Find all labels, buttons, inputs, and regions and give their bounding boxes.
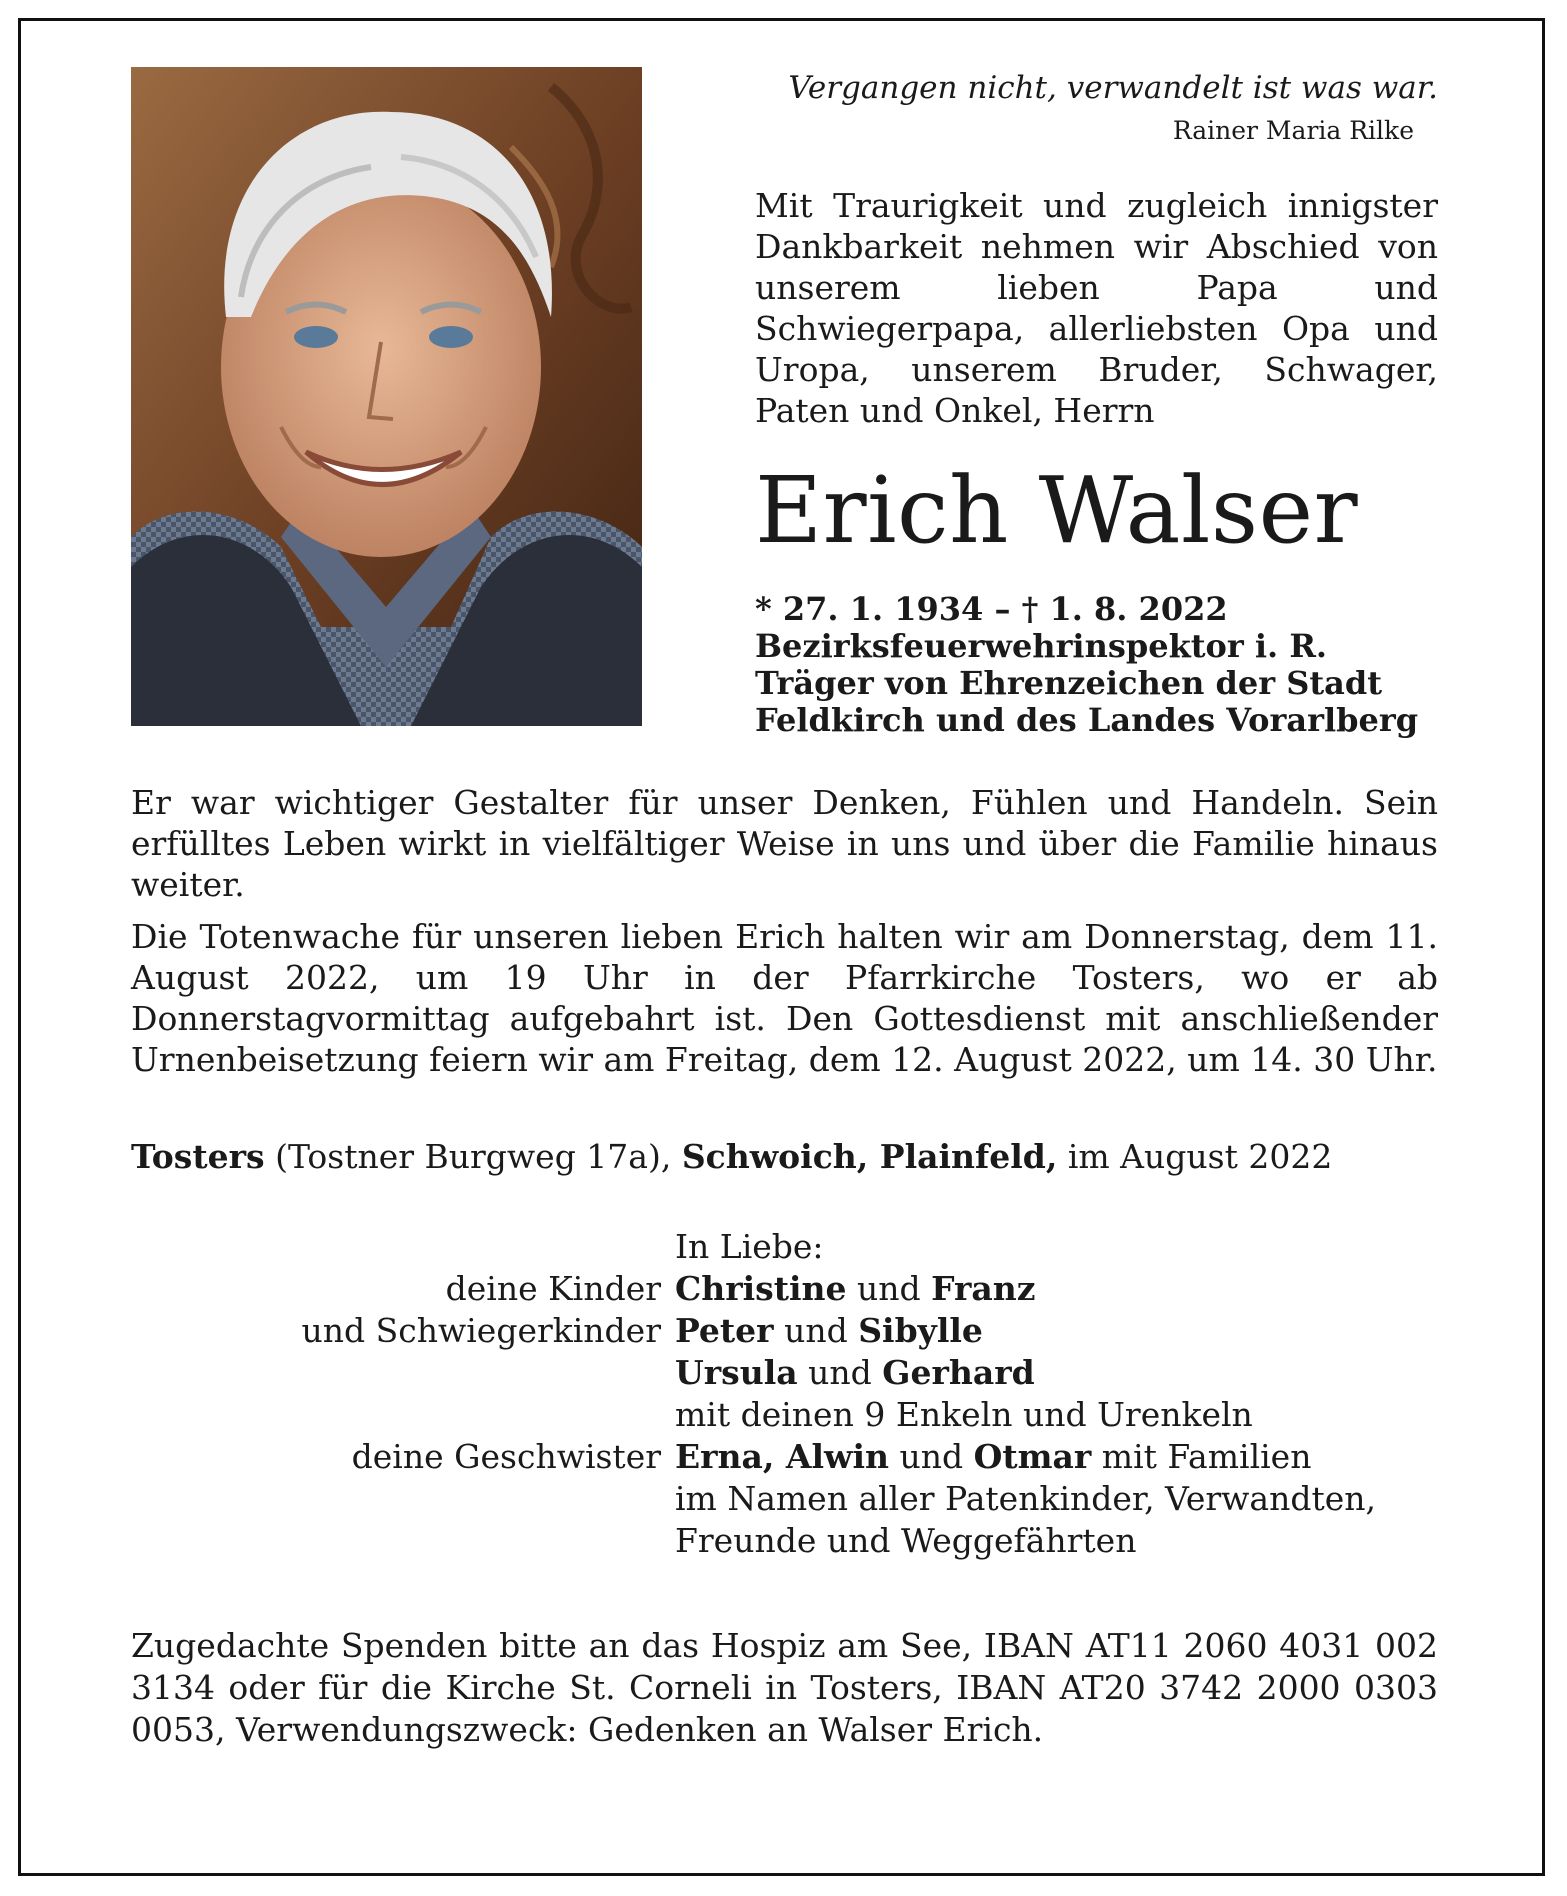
place-date: im August 2022 [1067,1137,1333,1176]
friends-line: Freunde und Weggefährten [675,1521,1137,1560]
mourners-row: und Schwiegerkinder Peter und Sibylle [131,1310,1438,1352]
children-in-law-label: und Schwiegerkinder [301,1311,661,1350]
place-date-line [131,1137,1332,1177]
mourners-row: deine Kinder Christine und Franz [131,1268,1438,1310]
honor-line-1: Träger von Ehrenzeichen der Stadt [755,664,1383,702]
mourners-row [131,1478,1438,1520]
mourners-row [131,1520,1438,1562]
body-text [131,782,1438,1091]
mourners-list [131,1226,1438,1562]
life-dates: * 27. 1. 1934 – † 1. 8. 2022 [755,590,1228,628]
mourners-row [131,1226,1438,1268]
header-text-column [755,68,1438,739]
siblings-label: deine Geschwister [351,1437,661,1476]
quote-text: Vergangen nicht, verwandelt ist was war. [788,70,1438,106]
tribute-paragraph: Er war wichtiger Gestalter für unser Denken, Fühlen und Handeln. Sein erfülltes Leben wirkt in vielfältiger Weise in uns und über die Familie hinaus weiter. [131,783,1438,904]
place-other-towns: Schwoich, Plainfeld, [681,1137,1058,1176]
deceased-name: Erich Walser [755,457,1359,564]
on-behalf-line: im Namen aller Patenkinder, Verwandten, [675,1479,1376,1518]
place-address: (Tostner Burgweg 17a), [275,1137,672,1176]
deceased-title: Bezirksfeuerwehrinspektor i. R. [755,627,1328,665]
children-label: deine Kinder [445,1269,661,1308]
mourners-row: deine Geschwister Erna, Alwin und Otmar mit Familien [131,1436,1438,1478]
mourners-row: Ursula und Gerhard [675,1353,1035,1392]
intro-text: Mit Traurigkeit und zugleich innigster Dankbarkeit nehmen wir Abschied von unserem lieben Papa und Schwiegerpapa, allerliebsten Opa und Uropa, unserem Bruder, Schwager, Paten und Onkel, Herrn [755,186,1438,430]
portrait-illustration [131,67,642,726]
ceremony-paragraph: Die Totenwache für unseren lieben Erich halten wir am Donnerstag, dem 11. August 2022, um 19 Uhr in der Pfarrkirche Tosters, wo er ab Donnerstagvormittag aufgebahrt ist. Den Gottesdienst mit anschließender Urnenbeisetzung feiern wir am Freitag, dem 12. August 2022, um 14. 30 Uhr. [131,917,1438,1079]
mourners-row [131,1394,1438,1436]
grandchildren-line: mit deinen 9 Enkeln und Urenkeln [675,1395,1253,1434]
donation-text: Zugedachte Spenden bitte an das Hospiz am See, IBAN AT11 2060 4031 002 3134 oder für die Kirche St. Corneli in Tosters, IBAN AT20 3742 2000 0303 0053, Verwendungszweck: Gedenken an Walser Erich. [131,1626,1438,1749]
honor-line-2: Feldkirch und des Landes Vorarlberg [755,701,1419,739]
deceased-details [755,591,1438,739]
quote-author: Rainer Maria Rilke [1172,116,1414,145]
in-love-heading: In Liebe: [675,1227,824,1266]
place-town: Tosters [131,1137,265,1176]
portrait-photo [131,67,642,726]
